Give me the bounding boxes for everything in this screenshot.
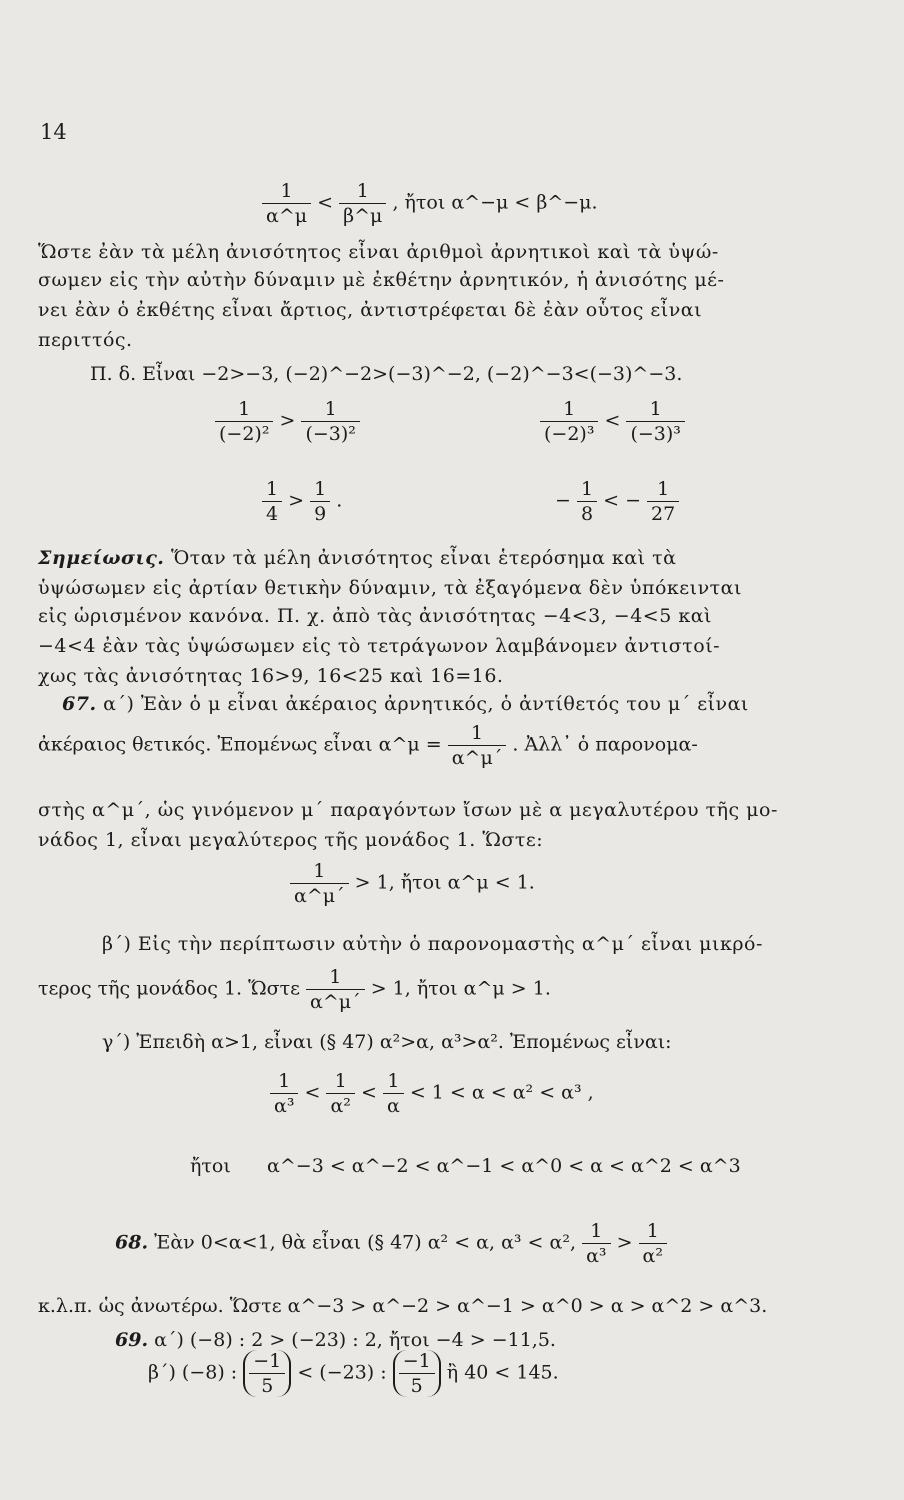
note-line: Σημείωσις. Ὅταν τὰ μέλη ἀνισότητος εἶναι ἑτερόσημα καὶ τὰ — [38, 547, 677, 569]
page-number: 14 — [40, 120, 67, 144]
fraction-row-2-right: − $\frac{1}{8}$ < − $\frac{1}{27}$ — [555, 478, 679, 525]
text-line-with-fraction: τερος τῆς μονάδος 1. Ὥστε $\frac{1}{\alpha\^{}\mu΄}$ > 1, ἤτοι α^μ > 1. — [38, 966, 551, 1013]
inequality-with-parens: β΄) (−8) : $\frac{-1}{5}$ < (−23) : $\frac{-1}{5}$ ἢ 40 < 145. — [148, 1350, 559, 1397]
section-68: 68. Ἐὰν 0<α<1, θὰ εἶναι (§ 47) α² < α, α³ < α², $\frac{1}{\text{α³}}$ > $\frac{1}{\text{α²}}$ — [115, 1220, 667, 1267]
fraction: $\frac{1}{\alpha\^{}\mu΄}$ — [448, 722, 507, 769]
text-line: χως τὰς ἀνισότητας 16>9, 16<25 καὶ 16=16. — [38, 665, 504, 687]
example-line: Π. δ. Εἶναι −2>−3, (−2)^−2>(−3)^−2, (−2)^−3<(−3)^−3. — [90, 363, 683, 385]
section-number: 69. — [115, 1329, 149, 1351]
section-67: 67. α΄) Ἐὰν ὁ μ εἶναι ἀκέραιος ἀρνητικός, ὁ ἀντίθετός του μ΄ εἶναι — [62, 693, 749, 715]
inequality-chain: $\frac{1}{\text{α³}}$ < $\frac{1}{\text{α²}}$ < $\frac{1}{\alpha}$ < 1 < α < α² < α³ , — [270, 1070, 594, 1117]
text-line: β΄) Εἰς τὴν περίπτωσιν αὐτὴν ὁ παρονομαστὴς α^μ΄ εἶναι μικρό- — [102, 933, 763, 955]
fraction: $\frac{-1}{5}$ — [399, 1350, 435, 1397]
fraction: $\frac{-1}{5}$ — [249, 1350, 285, 1397]
fraction: $\frac{1}{\text{(−3)²}}$ — [301, 398, 359, 445]
fraction: $\frac{1}{\alpha\^{}\mu}$ — [262, 180, 311, 227]
fraction: $\frac{1}{\text{α³}}$ — [270, 1070, 298, 1117]
fraction: $\frac{1}{27}$ — [647, 478, 679, 525]
text-line: ὑψώσωμεν εἰς ἀρτίαν θετικὴν δύναμιν, τὰ ἐξαγόμενα δὲν ὑπόκεινται — [38, 577, 742, 599]
text-line: εἰς ὡρισμένον κανόνα. Π. χ. ἀπὸ τὰς ἀνισότητας −4<3, −4<5 καὶ — [38, 605, 713, 627]
fraction: $\frac{1}{9}$ — [310, 478, 330, 525]
fraction: $\frac{1}{4}$ — [262, 478, 282, 525]
inequality-line-1: $\frac{1}{\alpha\^{}\mu}$ < $\frac{1}{\beta\^{}\mu}$ , ἤτοι α^−μ < β^−μ. — [262, 180, 598, 227]
fraction-row-2-left: $\frac{1}{4}$ > $\frac{1}{9}$ . — [262, 478, 342, 525]
parenthesized-fraction — [393, 1350, 441, 1397]
note-label: Σημείωσις. — [38, 547, 165, 569]
fraction: $\frac{1}{\text{α²}}$ — [639, 1220, 667, 1267]
text-line: σωμεν εἰς τὴν αὐτὴν δύναμιν μὲ ἐκθέτην ἀρνητικόν, ἡ ἀνισότης μέ- — [38, 269, 725, 291]
fraction: $\frac{1}{\text{α²}}$ — [326, 1070, 354, 1117]
fraction: $\frac{1}{\text{(−3)³}}$ — [626, 398, 684, 445]
fraction: $\frac{1}{\text{(−2)²}}$ — [215, 398, 273, 445]
inequality-line: $\frac{1}{\alpha\^{}\mu΄}$ > 1, ἤτοι α^μ < 1. — [290, 860, 535, 907]
text-line: −4<4 ἐὰν τὰς ὑψώσωμεν εἰς τὸ τετράγωνον λαμβάνομεν ἀντιστοί- — [38, 635, 721, 657]
fraction: $\frac{1}{\alpha\^{}\mu΄}$ — [306, 966, 365, 1013]
section-69: 69. α΄) (−8) : 2 > (−23) : 2, ἤτοι −4 > −11,5. — [115, 1329, 556, 1351]
fraction-row-1-left: $\frac{1}{\text{(−2)²}}$ > $\frac{1}{\text{(−3)²}}$ — [215, 398, 360, 445]
text-line: νάδος 1, εἶναι μεγαλύτερος τῆς μονάδος 1. Ὥστε: — [38, 829, 544, 851]
text-line: στὴς α^μ΄, ὡς γινόμενον μ΄ παραγόντων ἴσων μὲ α μεγαλυτέρου τῆς μο- — [38, 799, 778, 821]
fraction: $\frac{1}{\text{(−2)³}}$ — [540, 398, 598, 445]
fraction: $\frac{1}{\beta\^{}\mu}$ — [339, 180, 386, 227]
text-line: νει ἐὰν ὁ ἐκθέτης εἶναι ἄρτιος, ἀντιστρέφεται δὲ ἐὰν οὗτος εἶναι — [38, 299, 703, 321]
text-line: Ὥστε ἐὰν τὰ μέλη ἀνισότητος εἶναι ἀριθμοὶ ἀρνητικοὶ καὶ τὰ ὑψώ- — [38, 241, 719, 263]
fraction-row-1-right: $\frac{1}{\text{(−2)³}}$ < $\frac{1}{\text{(−3)³}}$ — [540, 398, 685, 445]
text-line: περιττός. — [38, 329, 133, 351]
section-number: 67. — [62, 693, 97, 715]
inequality-chain: ἤτοι α^−3 < α^−2 < α^−1 < α^0 < α < α^2 < α^3 — [190, 1155, 741, 1177]
fraction: $\frac{1}{\text{α³}}$ — [582, 1220, 610, 1267]
text-line-with-fraction: ἀκέραιος θετικός. Ἐπομένως εἶναι α^μ = $\frac{1}{\alpha\^{}\mu΄}$ . Ἀλλ᾽ ὁ παρονομα- — [38, 722, 698, 769]
parenthesized-fraction — [243, 1350, 291, 1397]
fraction: $\frac{1}{\alpha\^{}\mu΄}$ — [290, 860, 349, 907]
text-line: γ΄) Ἐπειδὴ α>1, εἶναι (§ 47) α²>α, α³>α². Ἐπομένως εἶναι: — [102, 1031, 672, 1053]
text-line: κ.λ.π. ὡς ἀνωτέρω. Ὥστε α^−3 > α^−2 > α^−1 > α^0 > α > α^2 > α^3. — [38, 1295, 768, 1317]
fraction: $\frac{1}{8}$ — [577, 478, 597, 525]
fraction: $\frac{1}{\alpha}$ — [383, 1070, 404, 1117]
section-number: 68. — [115, 1231, 149, 1254]
